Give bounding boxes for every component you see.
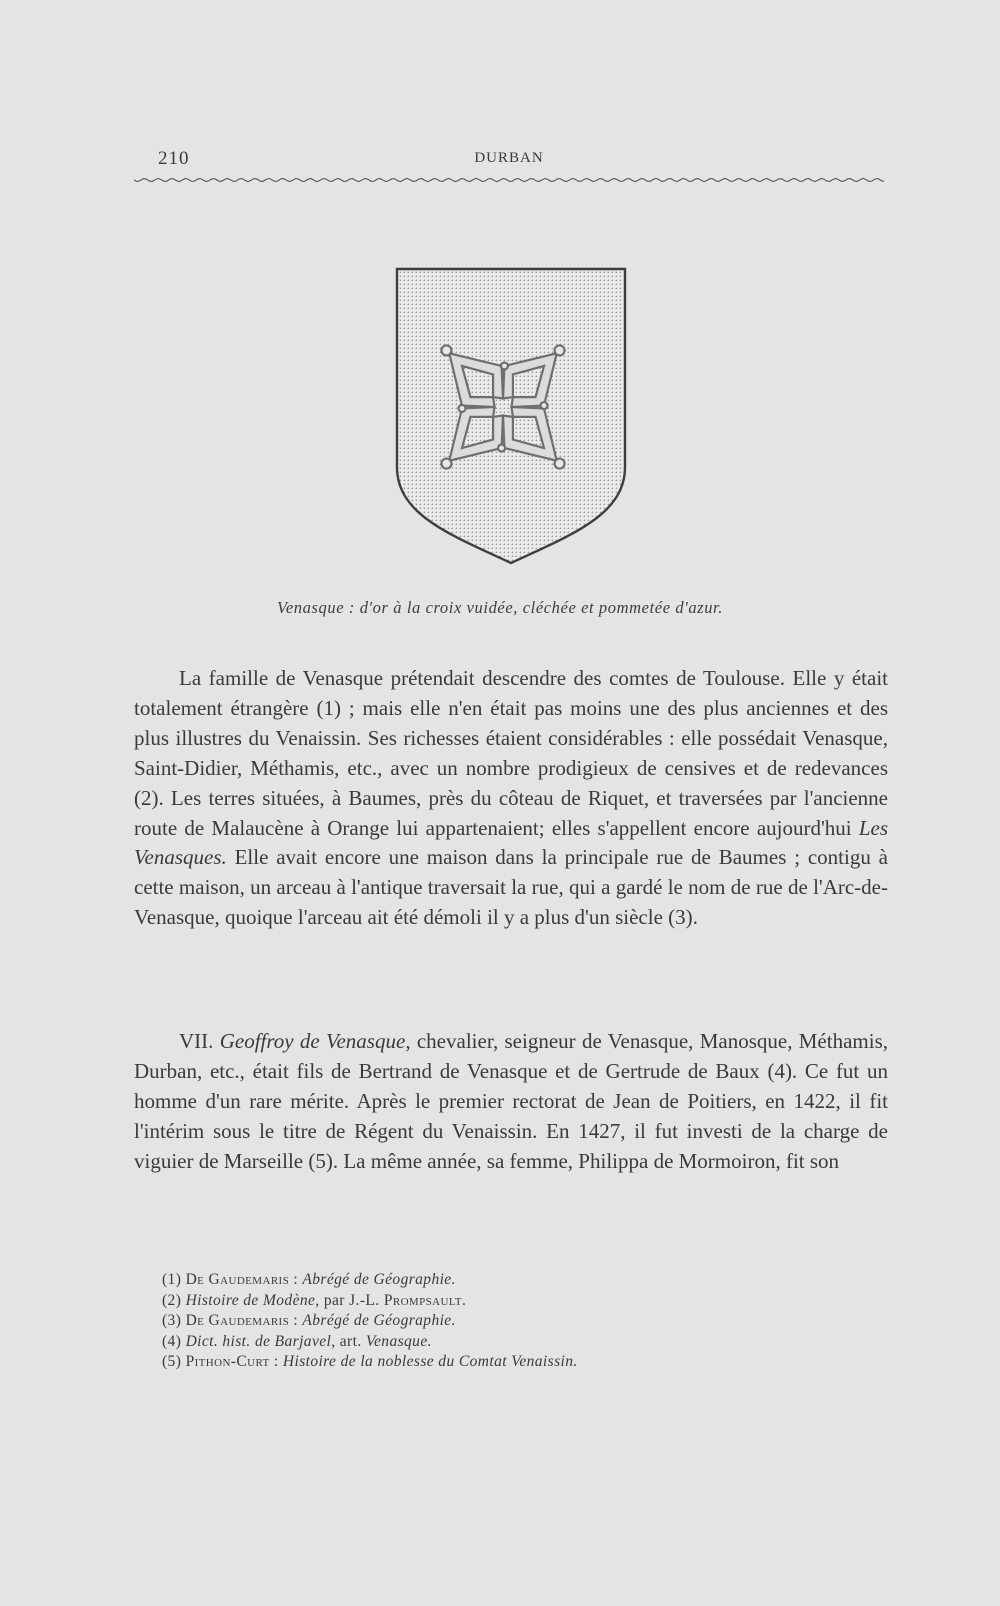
footnote-title-extra: Venasque. [365, 1332, 432, 1350]
paragraph-1-text-b: Elle avait encore une maison dans la principale rue de Baumes ; contigu à cette maison, un arceau à l'antique traversait la rue, qui a gardé le nom de rue de l'Arc-de-Venasque, quoique l'arceau ait été démoli il y a plus d'un siècle (3). [134, 845, 888, 930]
footnote [162, 1291, 882, 1312]
footnote-title: Histoire de la noblesse du Comtat Venaissin. [282, 1353, 578, 1371]
footnote-number: (4) [162, 1332, 182, 1350]
footnote [162, 1332, 882, 1353]
footnote-title: Dict. hist. de Barjavel, [185, 1332, 336, 1350]
footnote-rest: par J.-L. [319, 1291, 384, 1309]
footnote-title: Histoire de Modène, [185, 1291, 320, 1309]
footnote-title: Abrégé de Géographie. [302, 1312, 456, 1330]
footnote [162, 1352, 882, 1373]
page-number: 210 [158, 148, 190, 169]
paragraph-1 [134, 664, 888, 933]
footnote-number: (1) [162, 1271, 182, 1288]
paragraph-1-italic: Les Venasques. [134, 815, 888, 870]
footnote-author: Pithon-Curt : [185, 1353, 279, 1371]
paragraph-2-italic: Geoffroy de Venasque [219, 1029, 406, 1053]
footnote [162, 1311, 882, 1332]
wavy-rule [134, 176, 884, 184]
footnote-author: De Gaudemaris : [185, 1312, 299, 1330]
footnote-number: (5) [162, 1353, 182, 1371]
footnote-number: (2) [162, 1291, 182, 1309]
footnote-author: De Gaudemaris : [185, 1271, 299, 1288]
paragraph-2-text: , chevalier, seigneur de Venasque, Manosque, Méthamis, Durban, etc., était fils de Bertrand de Venasque et de Gertrude de Baux (4). Ce fut un homme d'un rare mérite. Après le premier rectorat de Jean de Poitiers, en 1422, il fit l'intérim sous le titre de Régent du Venaissin. En 1427, il fut investi de la charge de viguier de Marseille (5). La même année, sa femme, Philippa de Mormoiron, fit son [134, 1029, 888, 1173]
running-head [134, 148, 884, 174]
footnote-rest: art. [335, 1332, 366, 1350]
coat-of-arms [395, 267, 627, 565]
footnote-author: Prompsault. [383, 1291, 467, 1309]
footnote-number: (3) [162, 1312, 182, 1330]
paragraph-2 [134, 1027, 888, 1177]
running-title: DURBAN [474, 150, 544, 166]
paragraph-2-lead: VII. [179, 1029, 220, 1053]
paragraph-1-text-a: La famille de Venasque prétendait descendre des comtes de Toulouse. Elle y était totalement étrangère (1) ; mais elle n'en était pas moins une des plus anciennes et des plus illustres du Venaissin. Ses richesses étaient considérables : elle possédait Venasque, Saint-Didier, Méthamis, etc., avec un nombre prodigieux de censives et de redevances (2). Les terres situées, à Baumes, près du côteau de Riquet, et traversées par l'ancienne route de Malaucène à Orange lui appartenaient; elles s'appellent encore aujourd'hui [134, 666, 888, 840]
coat-of-arms-caption: Venasque : d'or à la croix vuidée, cléchée et pommetée d'azur. [277, 598, 723, 617]
footnote [162, 1270, 882, 1291]
footnotes [162, 1270, 882, 1373]
footnote-title: Abrégé de Géographie. [302, 1271, 456, 1288]
